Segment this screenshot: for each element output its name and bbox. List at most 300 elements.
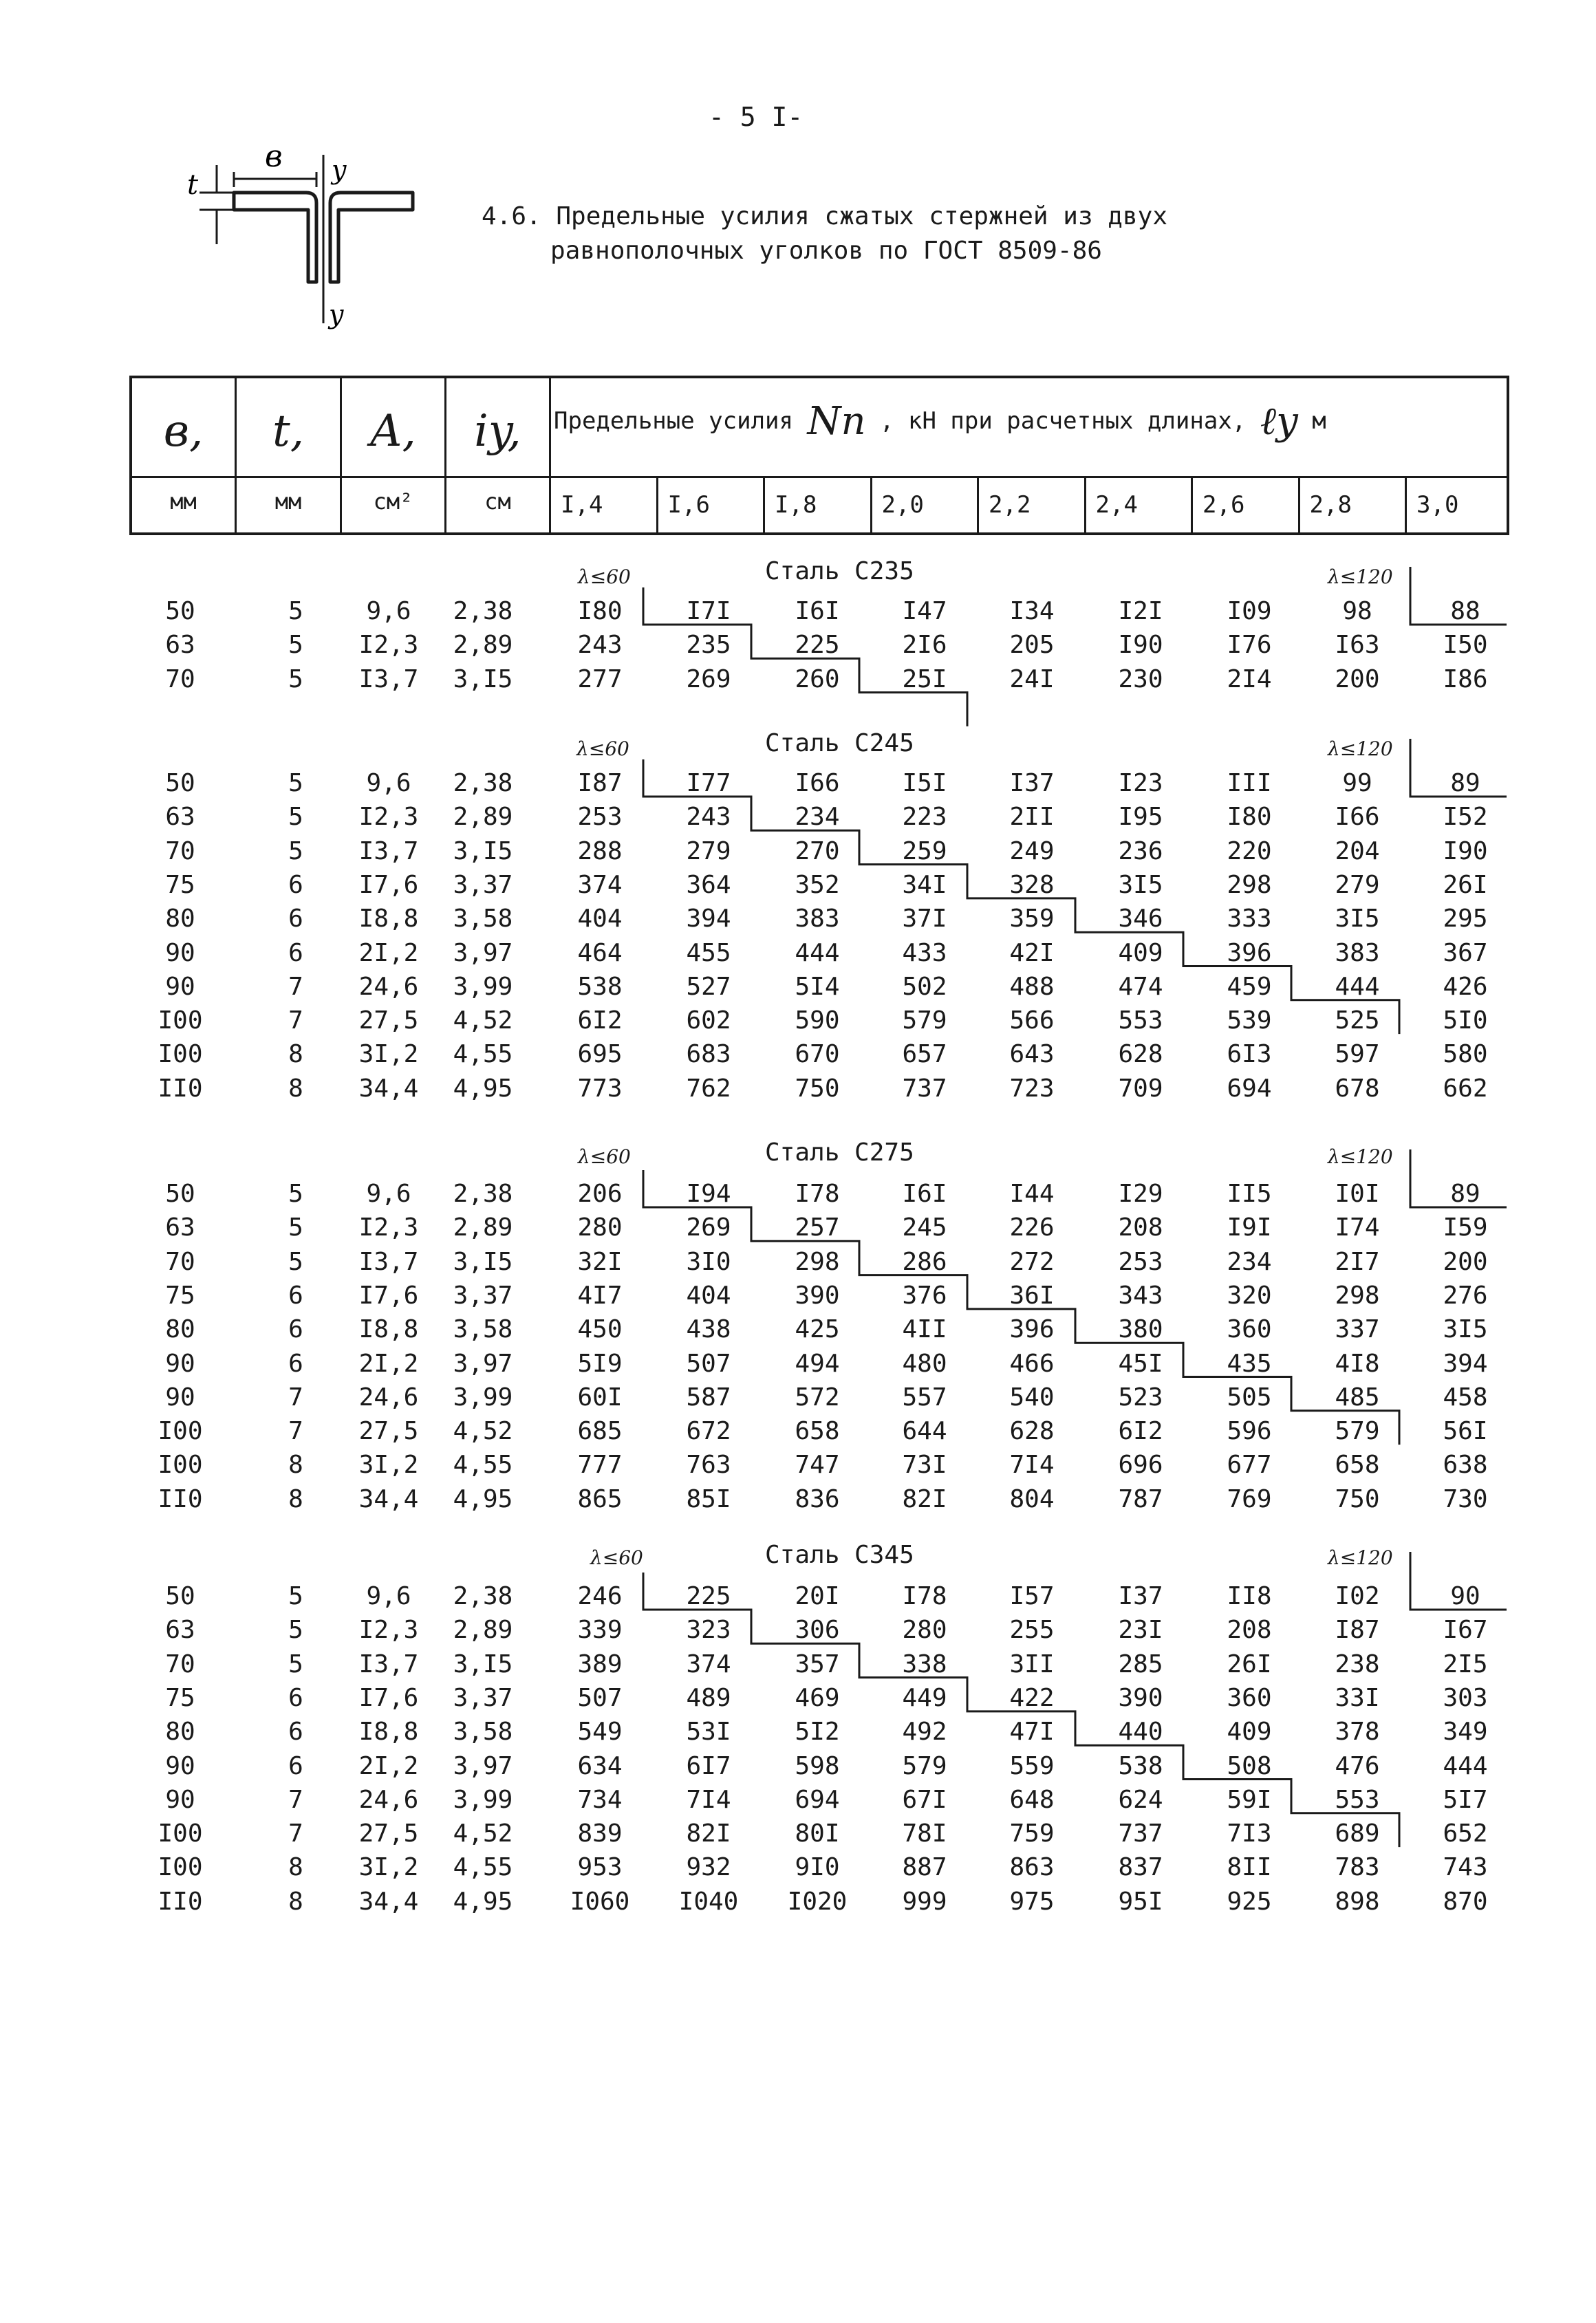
- table-cell: 80: [165, 905, 195, 933]
- table-cell: 4,52: [453, 1006, 513, 1035]
- lambda-le60-label: λ≤60: [576, 737, 629, 760]
- table-cell: 380: [1118, 1315, 1163, 1344]
- table-cell: 253: [577, 803, 623, 832]
- table-row: [0, 1037, 1596, 1072]
- header-col-b-symbol: в,: [163, 406, 204, 457]
- table-cell: I8,8: [358, 1315, 419, 1344]
- table-cell: I3,7: [358, 665, 419, 693]
- table-cell: 5: [288, 1616, 303, 1645]
- table-row: [0, 1613, 1596, 1647]
- table-cell: 953: [577, 1853, 623, 1882]
- table-cell: 557: [902, 1383, 947, 1412]
- table-cell: I37: [1118, 1582, 1163, 1610]
- table-cell: 444: [1443, 1751, 1488, 1780]
- table-cell: 24I: [1009, 665, 1055, 693]
- table-cell: 230: [1118, 665, 1163, 693]
- table-cell: 70: [165, 1650, 195, 1678]
- table-cell: 2I4: [1227, 665, 1272, 693]
- table-cell: 2,38: [453, 597, 513, 625]
- table-cell: 709: [1118, 1074, 1163, 1103]
- table-cell: I3,7: [358, 836, 419, 865]
- table-cell: 63: [165, 1213, 195, 1242]
- table-cell: 489: [686, 1683, 731, 1712]
- table-cell: 226: [1009, 1213, 1055, 1242]
- table-cell: I66: [1335, 803, 1380, 832]
- table-row: [0, 1681, 1596, 1716]
- table-cell: 269: [686, 665, 731, 693]
- table-cell: 343: [1118, 1281, 1163, 1310]
- table-cell: 70: [165, 836, 195, 865]
- table-cell: I00: [158, 1417, 203, 1446]
- table-cell: I80: [577, 597, 623, 625]
- table-cell: 78I: [902, 1819, 947, 1848]
- table-cell: 662: [1443, 1074, 1488, 1103]
- table-cell: I2,3: [358, 631, 419, 660]
- table-cell: 8II: [1227, 1853, 1272, 1882]
- table-cell: 587: [686, 1383, 731, 1412]
- table-row: [0, 1347, 1596, 1381]
- table-cell: 2,89: [453, 1616, 513, 1645]
- table-cell: 723: [1009, 1074, 1055, 1103]
- table-cell: I74: [1335, 1213, 1380, 1242]
- table-cell: 634: [577, 1751, 623, 1780]
- table-cell: 3,37: [453, 1281, 513, 1310]
- table-cell: 277: [577, 665, 623, 693]
- table-cell: 2,89: [453, 1213, 513, 1242]
- table-cell: 374: [686, 1650, 731, 1678]
- section-title: Сталь С275: [765, 1138, 914, 1167]
- table-cell: 628: [1118, 1040, 1163, 1069]
- table-cell: 225: [686, 1582, 731, 1610]
- table-cell: 25I: [902, 665, 947, 693]
- table-cell: 280: [902, 1616, 947, 1645]
- table-cell: 4,55: [453, 1040, 513, 1069]
- table-cell: 696: [1118, 1451, 1163, 1480]
- table-cell: 24,6: [358, 972, 419, 1001]
- table-cell: 394: [686, 905, 731, 933]
- table-cell: 975: [1009, 1887, 1055, 1916]
- table-cell: 6: [288, 905, 303, 933]
- table-cell: 3,I5: [453, 836, 513, 865]
- table-cell: 672: [686, 1417, 731, 1446]
- table-cell: 638: [1443, 1451, 1488, 1480]
- table-cell: 255: [1009, 1616, 1055, 1645]
- table-cell: I94: [686, 1180, 731, 1208]
- table-row: [0, 1279, 1596, 1313]
- table-cell: 8: [288, 1040, 303, 1069]
- table-row: [0, 902, 1596, 936]
- table-cell: 4,52: [453, 1417, 513, 1446]
- table-cell: 549: [577, 1718, 623, 1747]
- table-cell: 750: [1335, 1484, 1380, 1513]
- table-cell: 63: [165, 631, 195, 660]
- table-cell: 5I7: [1443, 1785, 1488, 1814]
- table-cell: 3,99: [453, 972, 513, 1001]
- section-title: Сталь С245: [765, 729, 914, 757]
- table-cell: 596: [1227, 1417, 1272, 1446]
- table-cell: 90: [165, 1349, 195, 1378]
- table-cell: 200: [1443, 1247, 1488, 1276]
- table-cell: 887: [902, 1853, 947, 1882]
- table-cell: 628: [1009, 1417, 1055, 1446]
- table-cell: 50: [165, 769, 195, 797]
- table-cell: 5I9: [577, 1349, 623, 1378]
- table-cell: I09: [1227, 597, 1272, 625]
- table-cell: I7,6: [358, 870, 419, 899]
- table-cell: I8,8: [358, 1718, 419, 1747]
- table-cell: 279: [1335, 870, 1380, 899]
- table-cell: I0I: [1335, 1180, 1380, 1208]
- table-cell: 47I: [1009, 1718, 1055, 1747]
- table-cell: 409: [1227, 1718, 1272, 1747]
- header-length-0: I,4: [551, 476, 658, 532]
- table-cell: 737: [902, 1074, 947, 1103]
- table-cell: 270: [795, 836, 840, 865]
- table-cell: 63: [165, 803, 195, 832]
- table-cell: 236: [1118, 836, 1163, 865]
- table-cell: 383: [1335, 938, 1380, 967]
- header-length-1: I,6: [658, 476, 766, 532]
- table-cell: 598: [795, 1751, 840, 1780]
- table-cell: 260: [795, 665, 840, 693]
- table-cell: 32I: [577, 1247, 623, 1276]
- header-col-b-unit: мм: [170, 488, 197, 515]
- table-cell: 89: [1450, 1180, 1480, 1208]
- table-cell: 5: [288, 1247, 303, 1276]
- table-row: [0, 868, 1596, 903]
- table-cell: 285: [1118, 1650, 1163, 1678]
- table-cell: 50: [165, 597, 195, 625]
- table-cell: 7: [288, 1383, 303, 1412]
- table-cell: I3,7: [358, 1650, 419, 1678]
- table-cell: 82I: [902, 1484, 947, 1513]
- lambda-le60-label: λ≤60: [578, 565, 631, 588]
- header-span-symbol-2: ℓy: [1260, 399, 1298, 444]
- table-cell: 36I: [1009, 1281, 1055, 1310]
- table-cell: 3I,2: [358, 1451, 419, 1480]
- table-cell: 644: [902, 1417, 947, 1446]
- table-cell: 2,89: [453, 803, 513, 832]
- table-cell: 5: [288, 1582, 303, 1610]
- header-length-6: 2,6: [1193, 476, 1300, 532]
- table-cell: 220: [1227, 836, 1272, 865]
- table-row: [0, 766, 1596, 801]
- table-cell: 3,97: [453, 1751, 513, 1780]
- table-cell: 523: [1118, 1383, 1163, 1412]
- table-cell: 7: [288, 1417, 303, 1446]
- table-row: [0, 1414, 1596, 1449]
- table-cell: II5: [1227, 1180, 1272, 1208]
- table-cell: 90: [165, 1751, 195, 1780]
- table-cell: 23I: [1118, 1616, 1163, 1645]
- table-cell: 464: [577, 938, 623, 967]
- table-cell: 24,6: [358, 1383, 419, 1412]
- diagram-label-y-bottom: y: [329, 299, 344, 329]
- table-cell: 492: [902, 1718, 947, 1747]
- table-cell: 24,6: [358, 1785, 419, 1814]
- table-cell: 67I: [902, 1785, 947, 1814]
- table-cell: 288: [577, 836, 623, 865]
- table-cell: 3,58: [453, 1718, 513, 1747]
- table-cell: 95I: [1118, 1887, 1163, 1916]
- table-cell: 4,95: [453, 1074, 513, 1103]
- table-cell: 80: [165, 1718, 195, 1747]
- table-cell: 2I7: [1335, 1247, 1380, 1276]
- lambda-le120-label: λ≤120: [1328, 1145, 1393, 1168]
- table-row: [0, 594, 1596, 629]
- table-cell: 238: [1335, 1650, 1380, 1678]
- table-cell: 422: [1009, 1683, 1055, 1712]
- double-angle-section-diagram: [186, 124, 420, 330]
- table-cell: 455: [686, 938, 731, 967]
- table-cell: 602: [686, 1006, 731, 1035]
- caption-line-1: 4.6. Предельные усилия сжатых стержней из двух: [482, 202, 1167, 230]
- table-cell: 374: [577, 870, 623, 899]
- table-cell: 2I,2: [358, 938, 419, 967]
- section-title: Сталь С235: [765, 557, 914, 585]
- table-cell: 999: [902, 1887, 947, 1916]
- table-cell: 223: [902, 803, 947, 832]
- table-cell: 689: [1335, 1819, 1380, 1848]
- table-cell: 364: [686, 870, 731, 899]
- header-length-8: 3,0: [1416, 491, 1459, 519]
- table-cell: 396: [1227, 938, 1272, 967]
- table-cell: 444: [1335, 972, 1380, 1001]
- table-cell: I87: [577, 769, 623, 797]
- table-cell: I020: [787, 1887, 848, 1916]
- table-cell: 245: [902, 1213, 947, 1242]
- table-cell: 5I0: [1443, 1006, 1488, 1035]
- table-cell: 3I5: [1335, 905, 1380, 933]
- header-length-3: 2,0: [872, 476, 980, 532]
- table-cell: 404: [577, 905, 623, 933]
- table-cell: I00: [158, 1853, 203, 1882]
- table-cell: 37I: [902, 905, 947, 933]
- table-cell: 683: [686, 1040, 731, 1069]
- table-cell: 7: [288, 1785, 303, 1814]
- table-cell: 590: [795, 1006, 840, 1035]
- table-cell: 6: [288, 1281, 303, 1310]
- table-cell: 925: [1227, 1887, 1272, 1916]
- table-cell: 3,97: [453, 938, 513, 967]
- table-cell: 323: [686, 1616, 731, 1645]
- table-cell: I37: [1009, 769, 1055, 797]
- header-col-t-symbol: t,: [272, 406, 305, 457]
- table-cell: 3,I5: [453, 665, 513, 693]
- table-cell: 538: [577, 972, 623, 1001]
- table-cell: 7I4: [1009, 1451, 1055, 1480]
- table-cell: 678: [1335, 1074, 1380, 1103]
- table-cell: 8: [288, 1853, 303, 1882]
- table-row: [0, 834, 1596, 869]
- table-cell: 507: [686, 1349, 731, 1378]
- table-cell: 870: [1443, 1887, 1488, 1916]
- table-cell: I2I: [1118, 597, 1163, 625]
- table-cell: 3I5: [1443, 1315, 1488, 1344]
- table-cell: 932: [686, 1853, 731, 1882]
- header-col-i-unit: см: [484, 488, 511, 515]
- table-cell: 396: [1009, 1315, 1055, 1344]
- table-cell: 747: [795, 1451, 840, 1480]
- table-cell: 426: [1443, 972, 1488, 1001]
- table-cell: I67: [1443, 1616, 1488, 1645]
- table-cell: 425: [795, 1315, 840, 1344]
- table-cell: 759: [1009, 1819, 1055, 1848]
- table-cell: 333: [1227, 905, 1272, 933]
- table-row: [0, 970, 1596, 1004]
- table-cell: 34,4: [358, 1484, 419, 1513]
- header-col-a-unit: см²: [373, 488, 413, 515]
- table-cell: 280: [577, 1213, 623, 1242]
- table-cell: 804: [1009, 1484, 1055, 1513]
- table-cell: II0: [158, 1887, 203, 1916]
- table-cell: 440: [1118, 1718, 1163, 1747]
- table-cell: 508: [1227, 1751, 1272, 1780]
- diagram-label-t: t: [187, 169, 199, 201]
- table-cell: 404: [686, 1281, 731, 1310]
- table-cell: 208: [1227, 1616, 1272, 1645]
- table-row: [0, 1885, 1596, 1919]
- table-cell: 839: [577, 1819, 623, 1848]
- table-cell: 50: [165, 1180, 195, 1208]
- table-cell: 337: [1335, 1315, 1380, 1344]
- table-row: [0, 1749, 1596, 1784]
- header-length-2: I,8: [765, 476, 872, 532]
- header-col-i: [446, 378, 551, 532]
- table-cell: 27,5: [358, 1819, 419, 1848]
- table-cell: 787: [1118, 1484, 1163, 1513]
- table-cell: 6I2: [577, 1006, 623, 1035]
- table-cell: 90: [165, 938, 195, 967]
- table-cell: 75: [165, 870, 195, 899]
- table-cell: 390: [1118, 1683, 1163, 1712]
- table-row: [0, 1004, 1596, 1038]
- table-cell: I34: [1009, 597, 1055, 625]
- table-cell: 27,5: [358, 1417, 419, 1446]
- table-cell: 306: [795, 1616, 840, 1645]
- table-cell: I44: [1009, 1180, 1055, 1208]
- table-cell: 2I,2: [358, 1349, 419, 1378]
- table-cell: 438: [686, 1315, 731, 1344]
- diagram-label-b: в: [265, 139, 283, 174]
- table-cell: 505: [1227, 1383, 1272, 1412]
- table-cell: 320: [1227, 1281, 1272, 1310]
- table-cell: 73I: [902, 1451, 947, 1480]
- page-number: - 5 I-: [709, 102, 804, 132]
- table-cell: I5I: [902, 769, 947, 797]
- table-cell: 357: [795, 1650, 840, 1678]
- table-cell: 769: [1227, 1484, 1272, 1513]
- table-cell: 3,58: [453, 905, 513, 933]
- table-cell: 474: [1118, 972, 1163, 1001]
- caption-line-2: равнополочных уголков по ГОСТ 8509-86: [550, 237, 1102, 265]
- table-cell: 2I6: [902, 631, 947, 660]
- table-cell: 898: [1335, 1887, 1380, 1916]
- table-cell: 6: [288, 1683, 303, 1712]
- table-cell: 4I7: [577, 1281, 623, 1310]
- table-cell: 3,97: [453, 1349, 513, 1378]
- table-cell: 3,I5: [453, 1247, 513, 1276]
- table-cell: 50: [165, 1582, 195, 1610]
- lambda-le120-label: λ≤120: [1328, 1546, 1393, 1569]
- table-cell: 579: [1335, 1417, 1380, 1446]
- table-cell: 204: [1335, 836, 1380, 865]
- table-cell: 743: [1443, 1853, 1488, 1882]
- table-cell: 42I: [1009, 938, 1055, 967]
- table-cell: I00: [158, 1006, 203, 1035]
- lambda-le60-label: λ≤60: [578, 1145, 631, 1168]
- table-cell: 466: [1009, 1349, 1055, 1378]
- header-col-i-symbol: iy,: [474, 406, 521, 457]
- table-cell: I78: [902, 1582, 947, 1610]
- table-cell: I23: [1118, 769, 1163, 797]
- table-cell: 90: [1450, 1582, 1480, 1610]
- table-cell: 5: [288, 1213, 303, 1242]
- table-cell: 6I3: [1227, 1040, 1272, 1069]
- table-cell: 580: [1443, 1040, 1488, 1069]
- table-cell: 34,4: [358, 1074, 419, 1103]
- table-cell: 90: [165, 972, 195, 1001]
- table-cell: 20I: [795, 1582, 840, 1610]
- table-cell: 863: [1009, 1853, 1055, 1882]
- table-cell: 27,5: [358, 1006, 419, 1035]
- table-cell: I95: [1118, 803, 1163, 832]
- table-cell: 8: [288, 1074, 303, 1103]
- table-cell: 349: [1443, 1718, 1488, 1747]
- table-cell: 56I: [1443, 1417, 1488, 1446]
- table-cell: 695: [577, 1040, 623, 1069]
- table-cell: I90: [1443, 836, 1488, 865]
- table-cell: 694: [795, 1785, 840, 1814]
- table-cell: 449: [902, 1683, 947, 1712]
- table-cell: 259: [902, 836, 947, 865]
- table-cell: 4I8: [1335, 1349, 1380, 1378]
- table-cell: 383: [795, 905, 840, 933]
- table-cell: II0: [158, 1074, 203, 1103]
- table-cell: 677: [1227, 1451, 1272, 1480]
- table-cell: 783: [1335, 1853, 1380, 1882]
- table-cell: 539: [1227, 1006, 1272, 1035]
- section-title: Сталь С345: [765, 1541, 914, 1569]
- table-cell: 9,6: [366, 597, 411, 625]
- lambda-le120-label: λ≤120: [1328, 737, 1393, 760]
- table-cell: 6: [288, 938, 303, 967]
- table-cell: 750: [795, 1074, 840, 1103]
- table-cell: 276: [1443, 1281, 1488, 1310]
- table-cell: 4II: [902, 1315, 947, 1344]
- table-cell: 90: [165, 1383, 195, 1412]
- table-cell: 6I2: [1118, 1417, 1163, 1446]
- table-cell: 730: [1443, 1484, 1488, 1513]
- table-cell: 82I: [686, 1819, 731, 1848]
- table-cell: 734: [577, 1785, 623, 1814]
- table-cell: 597: [1335, 1040, 1380, 1069]
- table-cell: 450: [577, 1315, 623, 1344]
- table-cell: 502: [902, 972, 947, 1001]
- header-span-title: [554, 399, 1326, 444]
- table-cell: 579: [902, 1006, 947, 1035]
- table-cell: 298: [1227, 870, 1272, 899]
- table-cell: 836: [795, 1484, 840, 1513]
- table-cell: 5I2: [795, 1718, 840, 1747]
- table-cell: 8: [288, 1887, 303, 1916]
- header-col-a-symbol: A,: [370, 406, 416, 457]
- table-cell: 2I,2: [358, 1751, 419, 1780]
- table-cell: I6I: [795, 597, 840, 625]
- table-cell: 685: [577, 1417, 623, 1446]
- table-cell: I02: [1335, 1582, 1380, 1610]
- table-cell: 303: [1443, 1683, 1488, 1712]
